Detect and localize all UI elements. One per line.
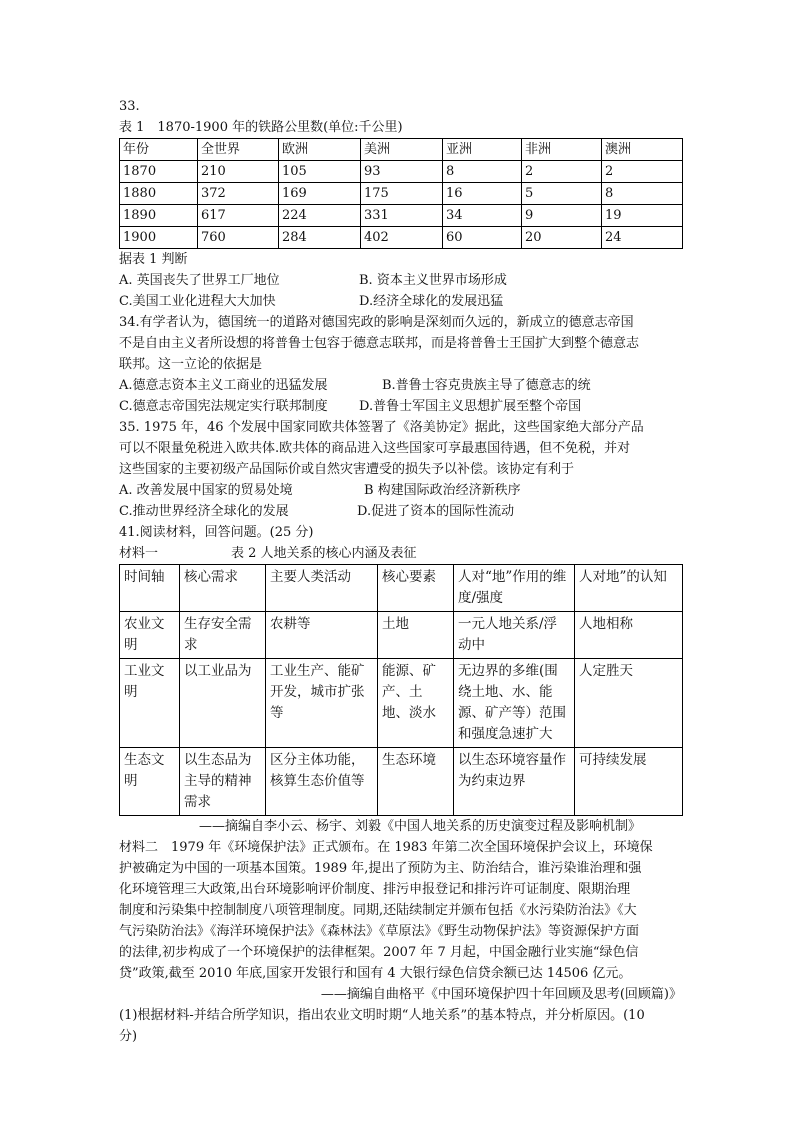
question-35-stem-line: 这些国家的主要初级产品国际价或自然灾害遭受的损失予以补偿。该协定有利于 bbox=[119, 462, 575, 477]
option-a: A. 改善发展中国家的贸易处境 bbox=[119, 483, 293, 498]
question-35-options-row-2 bbox=[119, 501, 682, 522]
table-header-cell: 全世界 bbox=[198, 139, 279, 161]
table-cell: 1900 bbox=[120, 227, 198, 249]
table-cell: 2 bbox=[522, 161, 602, 183]
table-1-railway-mileage bbox=[119, 138, 683, 249]
table-cell: 生态文明 bbox=[120, 748, 180, 816]
table-cell: 224 bbox=[279, 205, 361, 227]
table-cell: 工业文明 bbox=[120, 659, 180, 748]
table-cell: 24 bbox=[602, 227, 683, 249]
table-header-row bbox=[120, 139, 683, 161]
option-d: D.经济全球化的发展迅猛 bbox=[359, 294, 504, 309]
table-row bbox=[120, 183, 683, 205]
table-cell: 生态环境 bbox=[378, 748, 454, 816]
table-cell: 人定胜天 bbox=[575, 659, 683, 748]
table-header-cell: 人对“地”作用的维度/强度 bbox=[454, 565, 575, 612]
table-header-cell: 时间轴 bbox=[120, 565, 180, 612]
option-b: B. 资本主义世界市场形成 bbox=[359, 273, 507, 288]
table-cell: 20 bbox=[522, 227, 602, 249]
table-header-cell: 核心需求 bbox=[180, 565, 266, 612]
table-cell: 1890 bbox=[120, 205, 198, 227]
material-1-label: 材料一 bbox=[119, 546, 159, 561]
table-1-caption: 表 1 1870-1900 年的铁路公里数(单位:千公里) bbox=[119, 120, 403, 135]
table-row bbox=[120, 612, 683, 659]
table-row bbox=[120, 659, 683, 748]
exam-page bbox=[119, 96, 682, 1047]
option-b: B 构建国际政治经济新秩序 bbox=[364, 483, 521, 498]
table-row bbox=[120, 205, 683, 227]
table-cell: 402 bbox=[361, 227, 443, 249]
table-cell: 9 bbox=[522, 205, 602, 227]
table-cell: 760 bbox=[198, 227, 279, 249]
table-cell: 区分主体功能，核算生态价值等 bbox=[266, 748, 378, 816]
material-2-line: 材料二 1979 年《环境保护法》正式颁布。在 1983 年第二次全国环境保护会议上，环境保 bbox=[119, 840, 653, 855]
table-header-cell: 欧洲 bbox=[279, 139, 361, 161]
table-header-cell: 年份 bbox=[120, 139, 198, 161]
table-header-cell: 亚洲 bbox=[443, 139, 522, 161]
table-cell: 以工业品为 bbox=[180, 659, 266, 748]
table-cell: 农耕等 bbox=[266, 612, 378, 659]
table-cell: 34 bbox=[443, 205, 522, 227]
question-34-options-row-2 bbox=[119, 396, 682, 417]
question-33-number: 33. bbox=[119, 99, 140, 114]
table-cell: 5 bbox=[522, 183, 602, 205]
question-34-stem-line: 34.有学者认为，德国统一的道路对德国宪政的影响是深刻而久远的，新成立的德意志帝国 bbox=[119, 315, 634, 330]
question-34-stem-line: 联邦。这一立论的依据是 bbox=[119, 357, 263, 372]
table-row bbox=[120, 227, 683, 249]
table-header-row bbox=[120, 565, 683, 612]
table-cell: 93 bbox=[361, 161, 443, 183]
question-35-options-row-1 bbox=[119, 480, 682, 501]
question-41-part-1-line: (1)根据材料-并结合所学知识，指出农业文明时期“人地关系”的基本特点，并分析原因。(10 bbox=[119, 1008, 645, 1023]
question-34-stem-line: 不是自由主义者所设想的将普鲁士包容于德意志联邦，而是将普鲁士王国扩大到整个德意志 bbox=[119, 336, 640, 351]
material-1-source: ——摘编自李小云、杨宇、刘毅《中国人地关系的历史演变过程及影响机制》 bbox=[199, 819, 642, 834]
table-cell: 生存安全需求 bbox=[180, 612, 266, 659]
table-cell: 以生态环境容量作为约束边界 bbox=[454, 748, 575, 816]
table-cell: 1870 bbox=[120, 161, 198, 183]
table-cell: 284 bbox=[279, 227, 361, 249]
table-cell: 617 bbox=[198, 205, 279, 227]
table-row bbox=[120, 161, 683, 183]
material-2-line: 化环境管理三大政策,出台环境影响评价制度、排污申报登记和排污许可证制度、限期治理 bbox=[119, 882, 631, 897]
question-33-stem: 据表 1 判断 bbox=[119, 252, 188, 267]
table-cell: 169 bbox=[279, 183, 361, 205]
table-header-cell: 核心要素 bbox=[378, 565, 454, 612]
table-header-cell: 美洲 bbox=[361, 139, 443, 161]
table-header-cell: 人对地”的认知 bbox=[575, 565, 683, 612]
table-cell: 农业文明 bbox=[120, 612, 180, 659]
question-34-options-row-1 bbox=[119, 375, 682, 396]
option-a: A. 英国丧失了世界工厂地位 bbox=[119, 273, 280, 288]
question-35-stem-line: 35. 1975 年，46 个发展中国家同欧共体签署了《洛美协定》据此，这些国家绝大部分产品 bbox=[119, 420, 644, 435]
material-2-line: 的法律,初步构成了一个环境保护的法律框架。2007 年 7 月起，中国金融行业实施“绿色信 bbox=[119, 945, 639, 960]
option-c: C.推动世界经济全球化的发展 bbox=[119, 504, 289, 519]
table-cell: 无边界的多维(围绕土地、水、能源、矿产等）范围和强度急速扩大 bbox=[454, 659, 575, 748]
table-cell: 210 bbox=[198, 161, 279, 183]
option-d: D.普鲁士军国主义思想扩展至整个帝国 bbox=[359, 399, 582, 414]
table-cell: 60 bbox=[443, 227, 522, 249]
table-cell: 372 bbox=[198, 183, 279, 205]
table-cell: 8 bbox=[602, 183, 683, 205]
table-cell: 可持续发展 bbox=[575, 748, 683, 816]
table-cell: 2 bbox=[602, 161, 683, 183]
table-cell: 8 bbox=[443, 161, 522, 183]
table-cell: 19 bbox=[602, 205, 683, 227]
option-b: B.普鲁士容克贵族主导了德意志的统 bbox=[382, 378, 591, 393]
material-2-line: 制度和污染集中控制制度八项管理制度。同期,还陆续制定并颁布包括《水污染防治法》《大 bbox=[119, 903, 637, 918]
material-2-source: ——摘编自曲格平《中国环境保护四十年回顾及思考(回顾篇)》 bbox=[320, 987, 682, 1002]
table-cell: 16 bbox=[443, 183, 522, 205]
question-41-part-1-line: 分) bbox=[119, 1029, 138, 1044]
table-header-cell: 主要人类活动 bbox=[266, 565, 378, 612]
table-header-cell: 澳洲 bbox=[602, 139, 683, 161]
table-cell: 以生态品为主导的精神需求 bbox=[180, 748, 266, 816]
table-row bbox=[120, 748, 683, 816]
question-33-options-row-2 bbox=[119, 291, 682, 312]
table-cell: 能源、矿产、土地、淡水 bbox=[378, 659, 454, 748]
question-35-stem-line: 可以不限量免税进入欧共体.欧共体的商品进入这些国家可享最惠国待遇，但不免税，并对 bbox=[119, 441, 631, 456]
table-2-human-land-relations bbox=[119, 564, 683, 816]
question-41-stem: 41.阅读材料，回答问题。(25 分) bbox=[119, 525, 314, 540]
table-cell: 土地 bbox=[378, 612, 454, 659]
table-cell: 一元人地关系/浮动中 bbox=[454, 612, 575, 659]
material-2-line: 护被确定为中国的一项基本国策。1989 年,提出了预防为主、防治结合，谁污染谁治理和强 bbox=[119, 861, 642, 876]
material-2-line: 气污染防治法》《海洋环境保护法》《森林法》《草原法》《野生动物保护法》等资源保护方面 bbox=[119, 924, 640, 939]
table-cell: 工业生产、能矿开发，城市扩张等 bbox=[266, 659, 378, 748]
option-c: C.德意志帝国宪法规定实行联邦制度 bbox=[119, 399, 328, 414]
option-c: C.美国工业化进程大大加快 bbox=[119, 294, 276, 309]
question-33-options-row-1 bbox=[119, 270, 682, 291]
table-cell: 105 bbox=[279, 161, 361, 183]
material-2-line: 贷”政策,截至 2010 年底,国家开发银行和国有 4 大银行绿色信贷余额已达 14506 亿元。 bbox=[119, 966, 632, 981]
table-cell: 331 bbox=[361, 205, 443, 227]
option-d: D.促进了资本的国际性流动 bbox=[357, 504, 515, 519]
option-a: A.德意志资本主义工商业的迅猛发展 bbox=[119, 378, 328, 393]
table-header-cell: 非洲 bbox=[522, 139, 602, 161]
material-1-caption-row bbox=[119, 543, 682, 564]
table-cell: 人地相称 bbox=[575, 612, 683, 659]
table-2-caption: 表 2 人地关系的核心内涵及表征 bbox=[231, 546, 417, 561]
table-cell: 175 bbox=[361, 183, 443, 205]
table-cell: 1880 bbox=[120, 183, 198, 205]
